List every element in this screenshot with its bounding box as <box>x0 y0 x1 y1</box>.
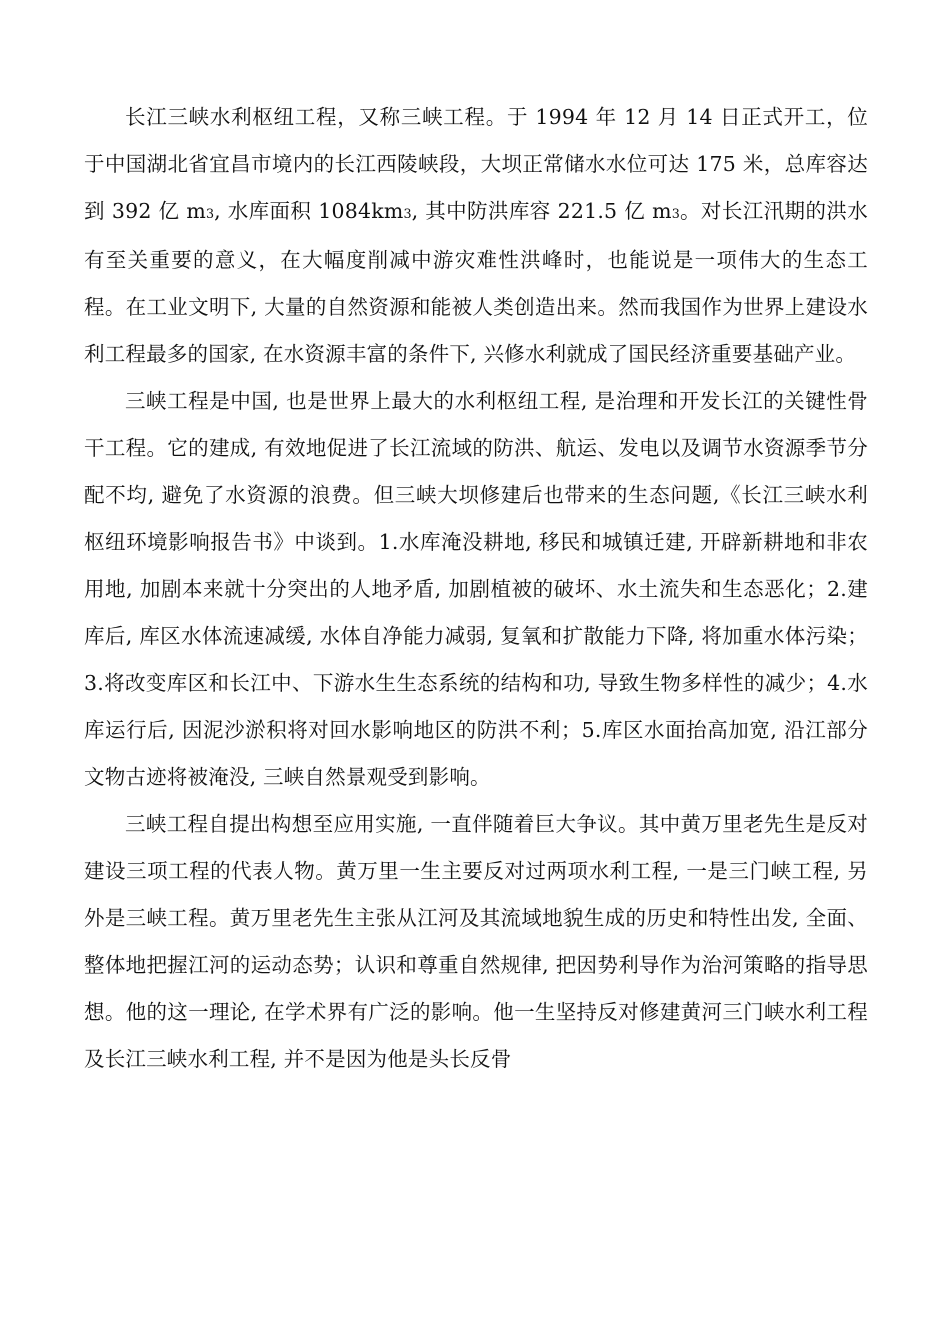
paragraph-1-text-c: , 其中防洪库容 221.5 亿 m <box>411 199 672 223</box>
unit-superscript: 3 <box>403 206 412 221</box>
paragraph-ecological-issues: 三峡工程是中国, 也是世界上最大的水利枢纽工程, 是治理和开发长江的关键性骨干工程。它的建成, 有效地促进了长江流域的防洪、航运、发电以及调节水资源季节分配不均, 避免了水资源的浪费。但三峡大坝修建后也带来的生态问题,《长江三峡水利枢纽环境影响报告书》中谈到。1.水库淹没耕地, 移民和城镇迁建, 开辟新耕地和非农用地, 加剧本来就十分突出的人地矛盾, 加剧植被的破坏、水土流失和生态恶化；2.建库后, 库区水体流速减缓, 水体自净能力减弱, 复氧和扩散能力下降, 将加重水体污染；3.将改变库区和长江中、下游水生生态系统的结构和功, 导致生物多样性的减少；4.水库运行后, 因泥沙淤积将对回水影响地区的防洪不利；5.库区水面抬高加宽, 沿江部分文物古迹将被淹没, 三峡自然景观受到影响。 <box>84 389 868 789</box>
unit-superscript: 3 <box>671 206 680 221</box>
paragraph-huang-wanli: 三峡工程自提出构想至应用实施, 一直伴随着巨大争议。其中黄万里老先生是反对建设三项工程的代表人物。黄万里一生主要反对过两项水利工程, 一是三门峡工程, 另外是三峡工程。黄万里老先生主张从江河及其流域地貌生成的历史和特性出发, 全面、整体地把握江河的运动态势；认识和尊重自然规律, 把因势利导作为治河策略的指导思想。他的这一理论, 在学术界有广泛的影响。他一生坚持反对修建黄河三门峡水利工程及长江三峡水利工程, 并不是因为他是头长反骨 <box>84 812 868 1071</box>
paragraph-1-text-b: , 水库面积 1084km <box>214 199 404 223</box>
document-body <box>84 94 868 1083</box>
paragraph-1-text-d: 。对长江汛期的洪水有至关重要的意义，在大幅度削减中游灾难性洪峰时，也能说是一项伟大的生态工程。在工业文明下, 大量的自然资源和能被人类创造出来。然而我国作为世界上建设水利工程最多的国家, 在水资源丰富的条件下, 兴修水利就成了国民经济重要基础产业。 <box>84 199 868 366</box>
paragraph-1-text-a: 长江三峡水利枢纽工程，又称三峡工程。于 1994 年 12 月 14 日正式开工，位于中国湖北省宜昌市境内的长江西陵峡段，大坝正常储水水位可达 175 米，总库容达到 392 亿 m <box>84 105 868 223</box>
paragraph-three-gorges-overview <box>84 94 868 378</box>
unit-superscript: 3 <box>205 206 215 221</box>
